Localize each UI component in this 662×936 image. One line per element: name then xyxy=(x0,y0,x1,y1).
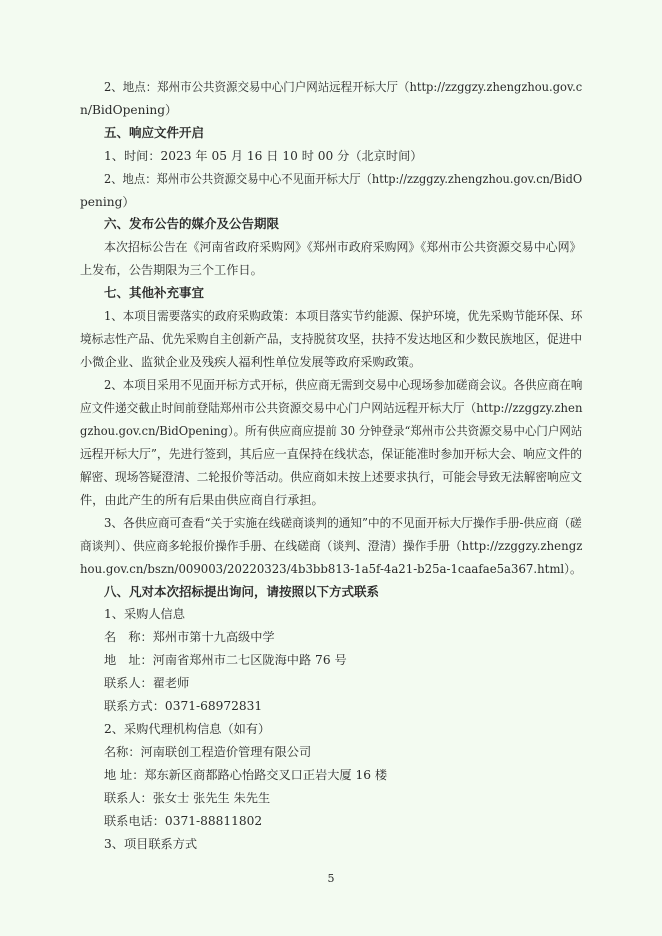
text-line: 联系方式：0371-68972831 xyxy=(104,699,263,713)
text-line: n/BidOpening） xyxy=(80,103,178,117)
text-line: 地 址：河南省郑州市二七区陇海中路 76 号 xyxy=(104,653,347,667)
text-line: 解密、现场答疑澄清、二轮报价等活动。供应商如未按上述要求执行，可能会导致无法解密响应文 xyxy=(80,470,583,484)
section-heading: 八、凡对本次招标提出询问，请按照以下方式联系 xyxy=(104,584,380,599)
text-line: gzhou.gov.cn/BidOpening）。所有供应商应提前 30 分钟登录“郑州市公共资源交易中心门户网站 xyxy=(80,424,583,438)
text-line: 1、本项目需要落实的政府采购政策：本项目落实节约能源、保护环境，优先采购节能环保、环 xyxy=(104,309,583,323)
text-line: 2、本项目采用不见面开标方式开标，供应商无需到交易中心现场参加磋商会议。各供应商在响 xyxy=(104,378,583,392)
section-heading: 七、其他补充事宜 xyxy=(104,285,205,300)
text-line: 名 称：郑州市第十九高级中学 xyxy=(104,630,275,644)
text-line: 2、地点：郑州市公共资源交易中心不见面开标大厅（http://zzggzy.zhengzhou.gov.cn/BidO xyxy=(104,172,583,186)
page-number: 5 xyxy=(327,872,335,885)
text-line: pening） xyxy=(80,195,135,209)
text-line: 商谈判）、供应商多轮报价操作手册、在线磋商（谈判、澄清）操作手册（http://zzggzy.zhengz xyxy=(80,539,583,553)
text-line: 件，由此产生的所有后果由供应商自行承担。 xyxy=(80,493,324,507)
text-line: 1、采购人信息 xyxy=(104,607,185,621)
section-heading: 五、响应文件开启 xyxy=(104,125,205,140)
text-line: 联系电话：0371-88811802 xyxy=(104,814,263,828)
text-line: 3、各供应商可查看“关于实施在线磋商谈判的通知”中的不见面开标大厅操作手册-供应商（磋 xyxy=(104,516,582,530)
text-line: 应文件递交截止时间前登陆郑州市公共资源交易中心门户网站远程开标大厅（http://zzggzy.zhen xyxy=(80,401,583,415)
text-line: 本次招标公告在《河南省政府采购网》《郑州市政府采购网》《郑州市公共资源交易中心网》 xyxy=(104,240,582,254)
text-line: 地 址：郑东新区商都路心怡路交叉口正岩大厦 16 楼 xyxy=(104,768,388,782)
text-line: 2、地点：郑州市公共资源交易中心门户网站远程开标大厅（http://zzggzy.zhengzhou.gov.c xyxy=(104,80,583,94)
section-heading: 六、发布公告的媒介及公告期限 xyxy=(104,216,280,231)
text-line: hou.gov.cn/bszn/009003/20220323/4b3bb813-1a5f-4a21-b25a-1caafae5a367.html）。 xyxy=(80,562,582,576)
text-line: 联系人：张女士 张先生 朱先生 xyxy=(104,791,271,805)
text-line: 联系人：翟老师 xyxy=(104,676,190,690)
text-line: 远程开标大厅”，先进行签到，其后应一直保持在线状态，保证能准时参加开标大会、响应文件的 xyxy=(80,447,583,461)
text-line: 小微企业、监狱企业及残疾人福利性单位发展等政府采购政策。 xyxy=(80,355,422,369)
text-line: 2、采购代理机构信息（如有） xyxy=(104,722,271,736)
text-line: 名称：河南联创工程造价管理有限公司 xyxy=(104,745,312,759)
text-line: 1、时间：2023 年 05 月 16 日 10 时 00 分（北京时间） xyxy=(104,149,423,163)
text-line: 境标志性产品、优先采购自主创新产品，支持脱贫攻坚，扶持不发达地区和少数民族地区，促进中 xyxy=(80,332,583,346)
text-line: 上发布，公告期限为三个工作日。 xyxy=(80,263,263,277)
text-line: 3、项目联系方式 xyxy=(104,837,198,851)
